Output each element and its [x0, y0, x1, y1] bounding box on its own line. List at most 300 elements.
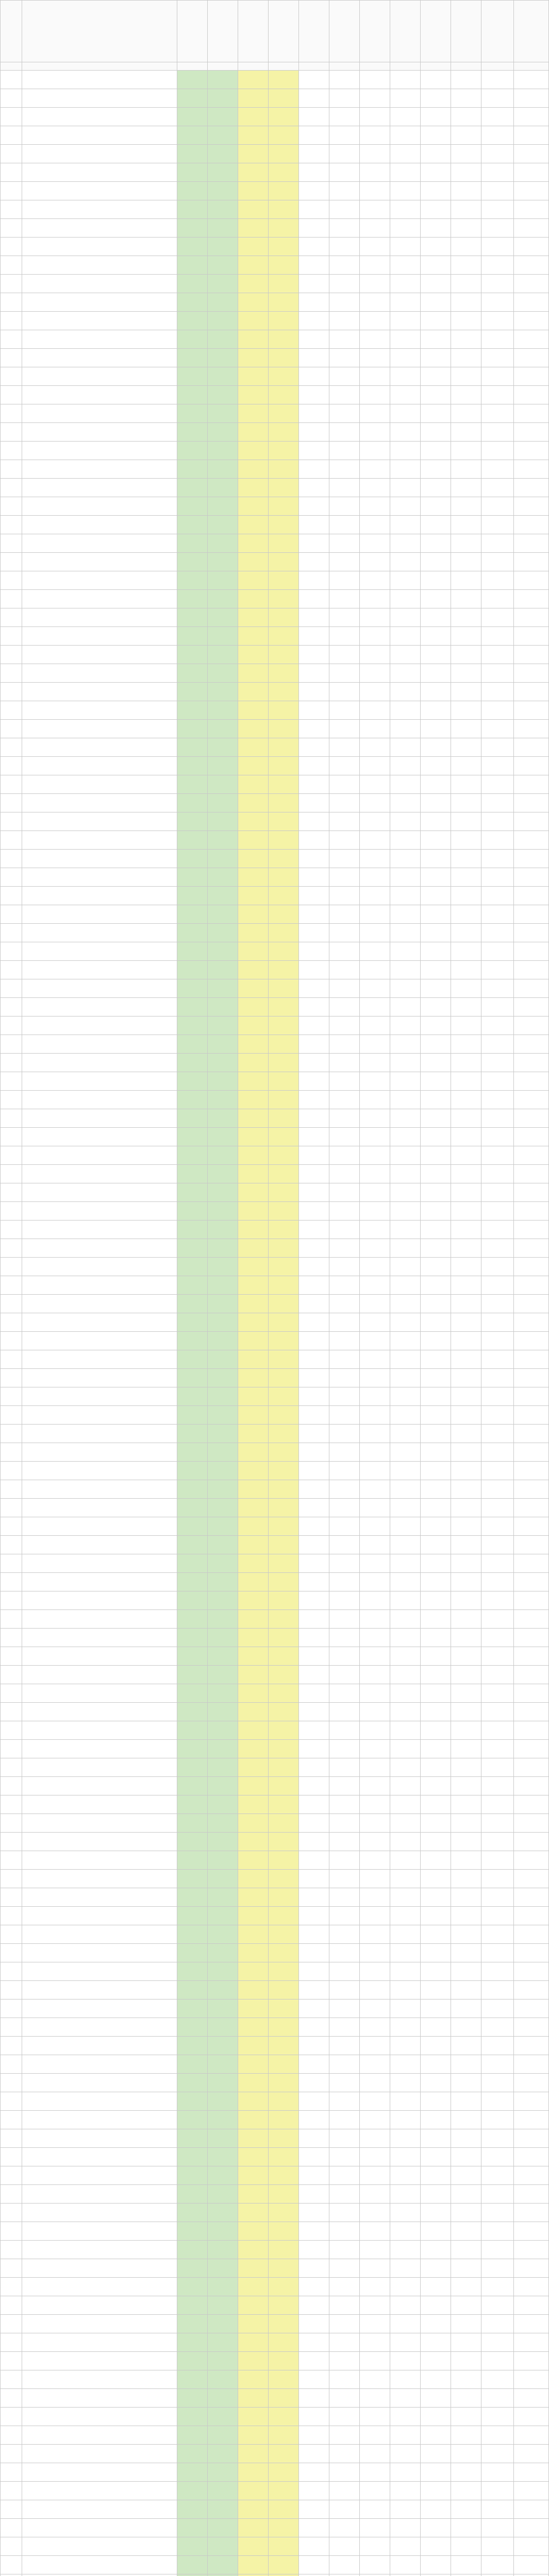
- row-value-cell: [390, 275, 421, 293]
- row-value-cell: [390, 1851, 421, 1870]
- row-value-cell: [177, 905, 207, 924]
- row-name-cell: [22, 1925, 177, 1944]
- row-value-cell: [1, 293, 22, 312]
- row-name-cell: [22, 1795, 177, 1814]
- row-value-cell: [1, 1146, 22, 1165]
- row-value-cell: [451, 2482, 481, 2500]
- row-value-cell: [177, 1109, 207, 1128]
- row-value-cell: [451, 775, 481, 794]
- row-value-cell: [177, 1703, 207, 1721]
- row-value-cell: [268, 534, 298, 553]
- row-value-cell: [298, 850, 329, 868]
- table-row: [1, 1888, 549, 1907]
- row-value-cell: [481, 1221, 514, 1239]
- row-value-cell: [268, 200, 298, 219]
- table-row: [1, 1647, 549, 1666]
- row-value-cell: [1, 2259, 22, 2278]
- row-value-cell: [359, 720, 390, 738]
- row-value-cell: [177, 553, 207, 571]
- row-value-cell: [1, 701, 22, 720]
- row-value-cell: [481, 1851, 514, 1870]
- row-value-cell: [177, 979, 207, 998]
- row-value-cell: [421, 1925, 451, 1944]
- table-row: [1, 1777, 549, 1795]
- row-name-cell: [22, 1647, 177, 1666]
- table-row: [1, 1369, 549, 1387]
- row-value-cell: [238, 1499, 268, 1517]
- row-value-cell: [421, 961, 451, 979]
- row-value-cell: [1, 2241, 22, 2259]
- row-name-cell: [22, 1165, 177, 1183]
- row-value-cell: [298, 2482, 329, 2500]
- row-value-cell: [390, 2129, 421, 2148]
- row-value-cell: [329, 1165, 359, 1183]
- row-value-cell: [238, 2204, 268, 2222]
- row-value-cell: [1, 404, 22, 423]
- row-name-cell: [22, 1369, 177, 1387]
- row-value-cell: [177, 1221, 207, 1239]
- row-name-cell: [22, 404, 177, 423]
- row-value-cell: [451, 1795, 481, 1814]
- row-value-cell: [238, 1870, 268, 1888]
- row-value-cell: [207, 775, 238, 794]
- row-value-cell: [238, 275, 268, 293]
- table-row: [1, 1610, 549, 1629]
- row-value-cell: [177, 775, 207, 794]
- row-value-cell: [207, 1666, 238, 1684]
- row-value-cell: [329, 460, 359, 479]
- row-name-cell: [22, 1517, 177, 1536]
- row-value-cell: [514, 646, 549, 664]
- row-value-cell: [390, 386, 421, 404]
- row-value-cell: [177, 1258, 207, 1276]
- row-value-cell: [268, 1610, 298, 1629]
- row-value-cell: [329, 1350, 359, 1369]
- row-value-cell: [298, 1814, 329, 1833]
- row-value-cell: [177, 1350, 207, 1369]
- row-value-cell: [481, 1165, 514, 1183]
- row-value-cell: [207, 2463, 238, 2482]
- row-value-cell: [421, 2148, 451, 2166]
- row-value-cell: [177, 1981, 207, 1999]
- row-value-cell: [451, 349, 481, 367]
- row-value-cell: [390, 2074, 421, 2092]
- row-value-cell: [268, 1666, 298, 1684]
- table-row: [1, 720, 549, 738]
- row-value-cell: [359, 1907, 390, 1925]
- row-value-cell: [268, 887, 298, 905]
- row-value-cell: [268, 1499, 298, 1517]
- row-value-cell: [481, 701, 514, 720]
- row-value-cell: [238, 850, 268, 868]
- row-value-cell: [298, 1517, 329, 1536]
- row-value-cell: [451, 479, 481, 497]
- row-value-cell: [238, 1610, 268, 1629]
- row-value-cell: [359, 2037, 390, 2055]
- table-row: [1, 1870, 549, 1888]
- row-value-cell: [451, 924, 481, 942]
- row-value-cell: [359, 887, 390, 905]
- row-value-cell: [390, 1740, 421, 1758]
- row-value-cell: [177, 2129, 207, 2148]
- row-value-cell: [481, 2537, 514, 2556]
- row-name-cell: [22, 1907, 177, 1925]
- row-value-cell: [421, 2204, 451, 2222]
- row-name-cell: [22, 330, 177, 349]
- column-subheader-6: [268, 62, 298, 71]
- row-value-cell: [207, 1072, 238, 1091]
- row-value-cell: [451, 905, 481, 924]
- row-value-cell: [298, 1072, 329, 1091]
- row-value-cell: [268, 720, 298, 738]
- table-row: [1, 256, 549, 275]
- row-value-cell: [421, 2445, 451, 2463]
- row-value-cell: [481, 1795, 514, 1814]
- row-value-cell: [390, 1610, 421, 1629]
- row-value-cell: [329, 1462, 359, 1480]
- row-value-cell: [1, 2352, 22, 2370]
- row-value-cell: [177, 1016, 207, 1035]
- row-value-cell: [238, 1517, 268, 1536]
- row-value-cell: [451, 200, 481, 219]
- row-value-cell: [177, 1944, 207, 1962]
- row-value-cell: [451, 163, 481, 182]
- row-value-cell: [177, 312, 207, 330]
- row-value-cell: [390, 1221, 421, 1239]
- row-value-cell: [268, 2148, 298, 2166]
- row-value-cell: [481, 1573, 514, 1591]
- row-value-cell: [177, 2074, 207, 2092]
- row-value-cell: [329, 868, 359, 887]
- row-value-cell: [207, 1091, 238, 1109]
- row-value-cell: [451, 2111, 481, 2129]
- row-value-cell: [390, 1962, 421, 1981]
- row-value-cell: [359, 330, 390, 349]
- row-value-cell: [298, 1999, 329, 2018]
- row-value-cell: [1, 219, 22, 238]
- row-name-cell: [22, 1146, 177, 1165]
- row-value-cell: [207, 2259, 238, 2278]
- row-value-cell: [177, 1740, 207, 1758]
- row-value-cell: [177, 2574, 207, 2576]
- row-value-cell: [481, 293, 514, 312]
- row-value-cell: [421, 720, 451, 738]
- row-value-cell: [1, 2278, 22, 2296]
- row-name-cell: [22, 1091, 177, 1109]
- row-value-cell: [177, 460, 207, 479]
- row-value-cell: [514, 1443, 549, 1462]
- row-value-cell: [298, 2055, 329, 2074]
- row-value-cell: [207, 497, 238, 516]
- row-value-cell: [514, 1295, 549, 1313]
- row-value-cell: [268, 1221, 298, 1239]
- row-value-cell: [359, 2111, 390, 2129]
- row-value-cell: [238, 1091, 268, 1109]
- row-value-cell: [329, 238, 359, 256]
- row-value-cell: [1, 1573, 22, 1591]
- row-value-cell: [207, 868, 238, 887]
- table-row: [1, 2556, 549, 2574]
- row-value-cell: [514, 1851, 549, 1870]
- row-value-cell: [421, 2556, 451, 2574]
- row-value-cell: [238, 108, 268, 126]
- row-value-cell: [177, 89, 207, 108]
- row-value-cell: [481, 1647, 514, 1666]
- row-value-cell: [298, 590, 329, 608]
- row-value-cell: [421, 275, 451, 293]
- row-value-cell: [481, 924, 514, 942]
- row-value-cell: [481, 367, 514, 386]
- row-value-cell: [177, 2445, 207, 2463]
- table-row: [1, 1851, 549, 1870]
- row-value-cell: [207, 2556, 238, 2574]
- row-value-cell: [207, 2408, 238, 2426]
- row-value-cell: [359, 1981, 390, 1999]
- row-value-cell: [359, 1258, 390, 1276]
- row-value-cell: [268, 89, 298, 108]
- row-name-cell: [22, 868, 177, 887]
- table-row: [1, 1684, 549, 1703]
- row-value-cell: [451, 627, 481, 646]
- row-value-cell: [298, 219, 329, 238]
- table-row: [1, 571, 549, 590]
- row-value-cell: [1, 108, 22, 126]
- row-value-cell: [390, 126, 421, 145]
- row-value-cell: [359, 1462, 390, 1480]
- row-value-cell: [514, 1239, 549, 1258]
- row-value-cell: [359, 2129, 390, 2148]
- row-value-cell: [238, 71, 268, 89]
- row-value-cell: [1, 2148, 22, 2166]
- row-value-cell: [451, 386, 481, 404]
- row-value-cell: [359, 1425, 390, 1443]
- row-value-cell: [268, 1369, 298, 1387]
- row-name-cell: [22, 1573, 177, 1591]
- row-value-cell: [481, 219, 514, 238]
- row-value-cell: [421, 1591, 451, 1610]
- row-value-cell: [514, 1981, 549, 1999]
- row-value-cell: [451, 2129, 481, 2148]
- row-value-cell: [451, 1239, 481, 1258]
- row-value-cell: [514, 2519, 549, 2537]
- row-value-cell: [238, 330, 268, 349]
- row-value-cell: [329, 979, 359, 998]
- row-value-cell: [298, 1499, 329, 1517]
- row-value-cell: [390, 71, 421, 89]
- row-value-cell: [238, 1962, 268, 1981]
- row-value-cell: [238, 701, 268, 720]
- row-value-cell: [177, 1499, 207, 1517]
- row-value-cell: [514, 423, 549, 442]
- row-value-cell: [514, 516, 549, 534]
- row-value-cell: [207, 1944, 238, 1962]
- row-value-cell: [514, 961, 549, 979]
- row-value-cell: [421, 1944, 451, 1962]
- row-value-cell: [238, 2389, 268, 2408]
- row-value-cell: [177, 1814, 207, 1833]
- row-value-cell: [359, 1239, 390, 1258]
- row-value-cell: [207, 2370, 238, 2389]
- row-value-cell: [359, 1573, 390, 1591]
- row-value-cell: [421, 1536, 451, 1554]
- column-header-12: [451, 1, 481, 62]
- row-value-cell: [268, 1425, 298, 1443]
- row-value-cell: [207, 89, 238, 108]
- row-value-cell: [481, 1758, 514, 1777]
- row-value-cell: [207, 1795, 238, 1814]
- row-value-cell: [298, 479, 329, 497]
- row-value-cell: [1, 608, 22, 627]
- row-value-cell: [451, 1999, 481, 2018]
- row-value-cell: [481, 553, 514, 571]
- row-value-cell: [359, 1703, 390, 1721]
- row-value-cell: [298, 1758, 329, 1777]
- row-value-cell: [207, 238, 238, 256]
- row-value-cell: [298, 89, 329, 108]
- row-value-cell: [207, 2574, 238, 2576]
- row-value-cell: [329, 627, 359, 646]
- row-value-cell: [1, 1740, 22, 1758]
- row-value-cell: [238, 2352, 268, 2370]
- row-value-cell: [207, 2333, 238, 2352]
- row-value-cell: [421, 145, 451, 163]
- row-value-cell: [451, 1276, 481, 1295]
- row-value-cell: [298, 2129, 329, 2148]
- row-value-cell: [514, 89, 549, 108]
- row-value-cell: [390, 1999, 421, 2018]
- row-value-cell: [390, 738, 421, 757]
- row-value-cell: [207, 2166, 238, 2185]
- row-value-cell: [298, 1777, 329, 1795]
- row-value-cell: [1, 126, 22, 145]
- row-value-cell: [390, 1425, 421, 1443]
- row-value-cell: [268, 2185, 298, 2204]
- row-value-cell: [481, 2333, 514, 2352]
- row-value-cell: [451, 516, 481, 534]
- row-name-cell: [22, 2148, 177, 2166]
- row-name-cell: [22, 1406, 177, 1425]
- row-value-cell: [298, 1369, 329, 1387]
- row-value-cell: [421, 2074, 451, 2092]
- row-value-cell: [514, 1517, 549, 1536]
- row-name-cell: [22, 794, 177, 812]
- row-value-cell: [207, 1350, 238, 1369]
- row-value-cell: [329, 1851, 359, 1870]
- row-value-cell: [451, 108, 481, 126]
- row-value-cell: [359, 1721, 390, 1740]
- row-value-cell: [1, 2111, 22, 2129]
- row-name-cell: [22, 646, 177, 664]
- row-value-cell: [421, 1443, 451, 1462]
- row-value-cell: [481, 1536, 514, 1554]
- row-value-cell: [390, 2204, 421, 2222]
- row-value-cell: [514, 1758, 549, 1777]
- row-value-cell: [359, 1313, 390, 1332]
- row-value-cell: [359, 1035, 390, 1054]
- row-name-cell: [22, 2111, 177, 2129]
- row-value-cell: [268, 738, 298, 757]
- row-value-cell: [238, 1814, 268, 1833]
- row-value-cell: [390, 812, 421, 831]
- row-value-cell: [390, 1480, 421, 1499]
- row-value-cell: [1, 2018, 22, 2037]
- row-value-cell: [481, 312, 514, 330]
- row-value-cell: [238, 238, 268, 256]
- row-value-cell: [359, 1054, 390, 1072]
- row-value-cell: [451, 2185, 481, 2204]
- row-value-cell: [238, 979, 268, 998]
- row-value-cell: [359, 2482, 390, 2500]
- row-value-cell: [451, 701, 481, 720]
- row-value-cell: [1, 571, 22, 590]
- row-value-cell: [421, 108, 451, 126]
- row-name-cell: [22, 608, 177, 627]
- row-value-cell: [268, 757, 298, 775]
- row-value-cell: [359, 1944, 390, 1962]
- row-value-cell: [390, 905, 421, 924]
- row-value-cell: [207, 831, 238, 850]
- row-value-cell: [481, 238, 514, 256]
- row-value-cell: [329, 1332, 359, 1350]
- row-value-cell: [268, 1907, 298, 1925]
- row-value-cell: [451, 126, 481, 145]
- row-value-cell: [1, 831, 22, 850]
- row-value-cell: [329, 1629, 359, 1647]
- row-value-cell: [421, 1165, 451, 1183]
- row-value-cell: [481, 2241, 514, 2259]
- row-value-cell: [207, 627, 238, 646]
- row-value-cell: [329, 1999, 359, 2018]
- row-value-cell: [268, 2333, 298, 2352]
- row-value-cell: [238, 2500, 268, 2519]
- row-value-cell: [451, 497, 481, 516]
- row-value-cell: [298, 701, 329, 720]
- row-name-cell: [22, 2092, 177, 2111]
- row-value-cell: [390, 1035, 421, 1054]
- row-value-cell: [177, 627, 207, 646]
- row-value-cell: [238, 1480, 268, 1499]
- row-value-cell: [421, 1610, 451, 1629]
- row-value-cell: [298, 1091, 329, 1109]
- row-value-cell: [1, 850, 22, 868]
- row-value-cell: [451, 1091, 481, 1109]
- row-value-cell: [390, 1128, 421, 1146]
- row-name-cell: [22, 163, 177, 182]
- row-name-cell: [22, 1350, 177, 1369]
- table-row: [1, 775, 549, 794]
- table-body: [1, 71, 549, 2576]
- row-value-cell: [390, 1202, 421, 1221]
- row-value-cell: [298, 275, 329, 293]
- row-value-cell: [390, 367, 421, 386]
- row-value-cell: [421, 163, 451, 182]
- row-value-cell: [177, 349, 207, 367]
- row-value-cell: [451, 1647, 481, 1666]
- row-value-cell: [451, 1202, 481, 1221]
- row-value-cell: [390, 2111, 421, 2129]
- row-value-cell: [1, 683, 22, 701]
- column-subheader-4: [207, 62, 238, 71]
- row-value-cell: [1, 1833, 22, 1851]
- row-value-cell: [268, 1146, 298, 1165]
- row-value-cell: [177, 1758, 207, 1777]
- row-value-cell: [329, 163, 359, 182]
- row-value-cell: [359, 1925, 390, 1944]
- row-value-cell: [268, 2241, 298, 2259]
- row-value-cell: [390, 1666, 421, 1684]
- row-value-cell: [481, 1202, 514, 1221]
- row-value-cell: [359, 2445, 390, 2463]
